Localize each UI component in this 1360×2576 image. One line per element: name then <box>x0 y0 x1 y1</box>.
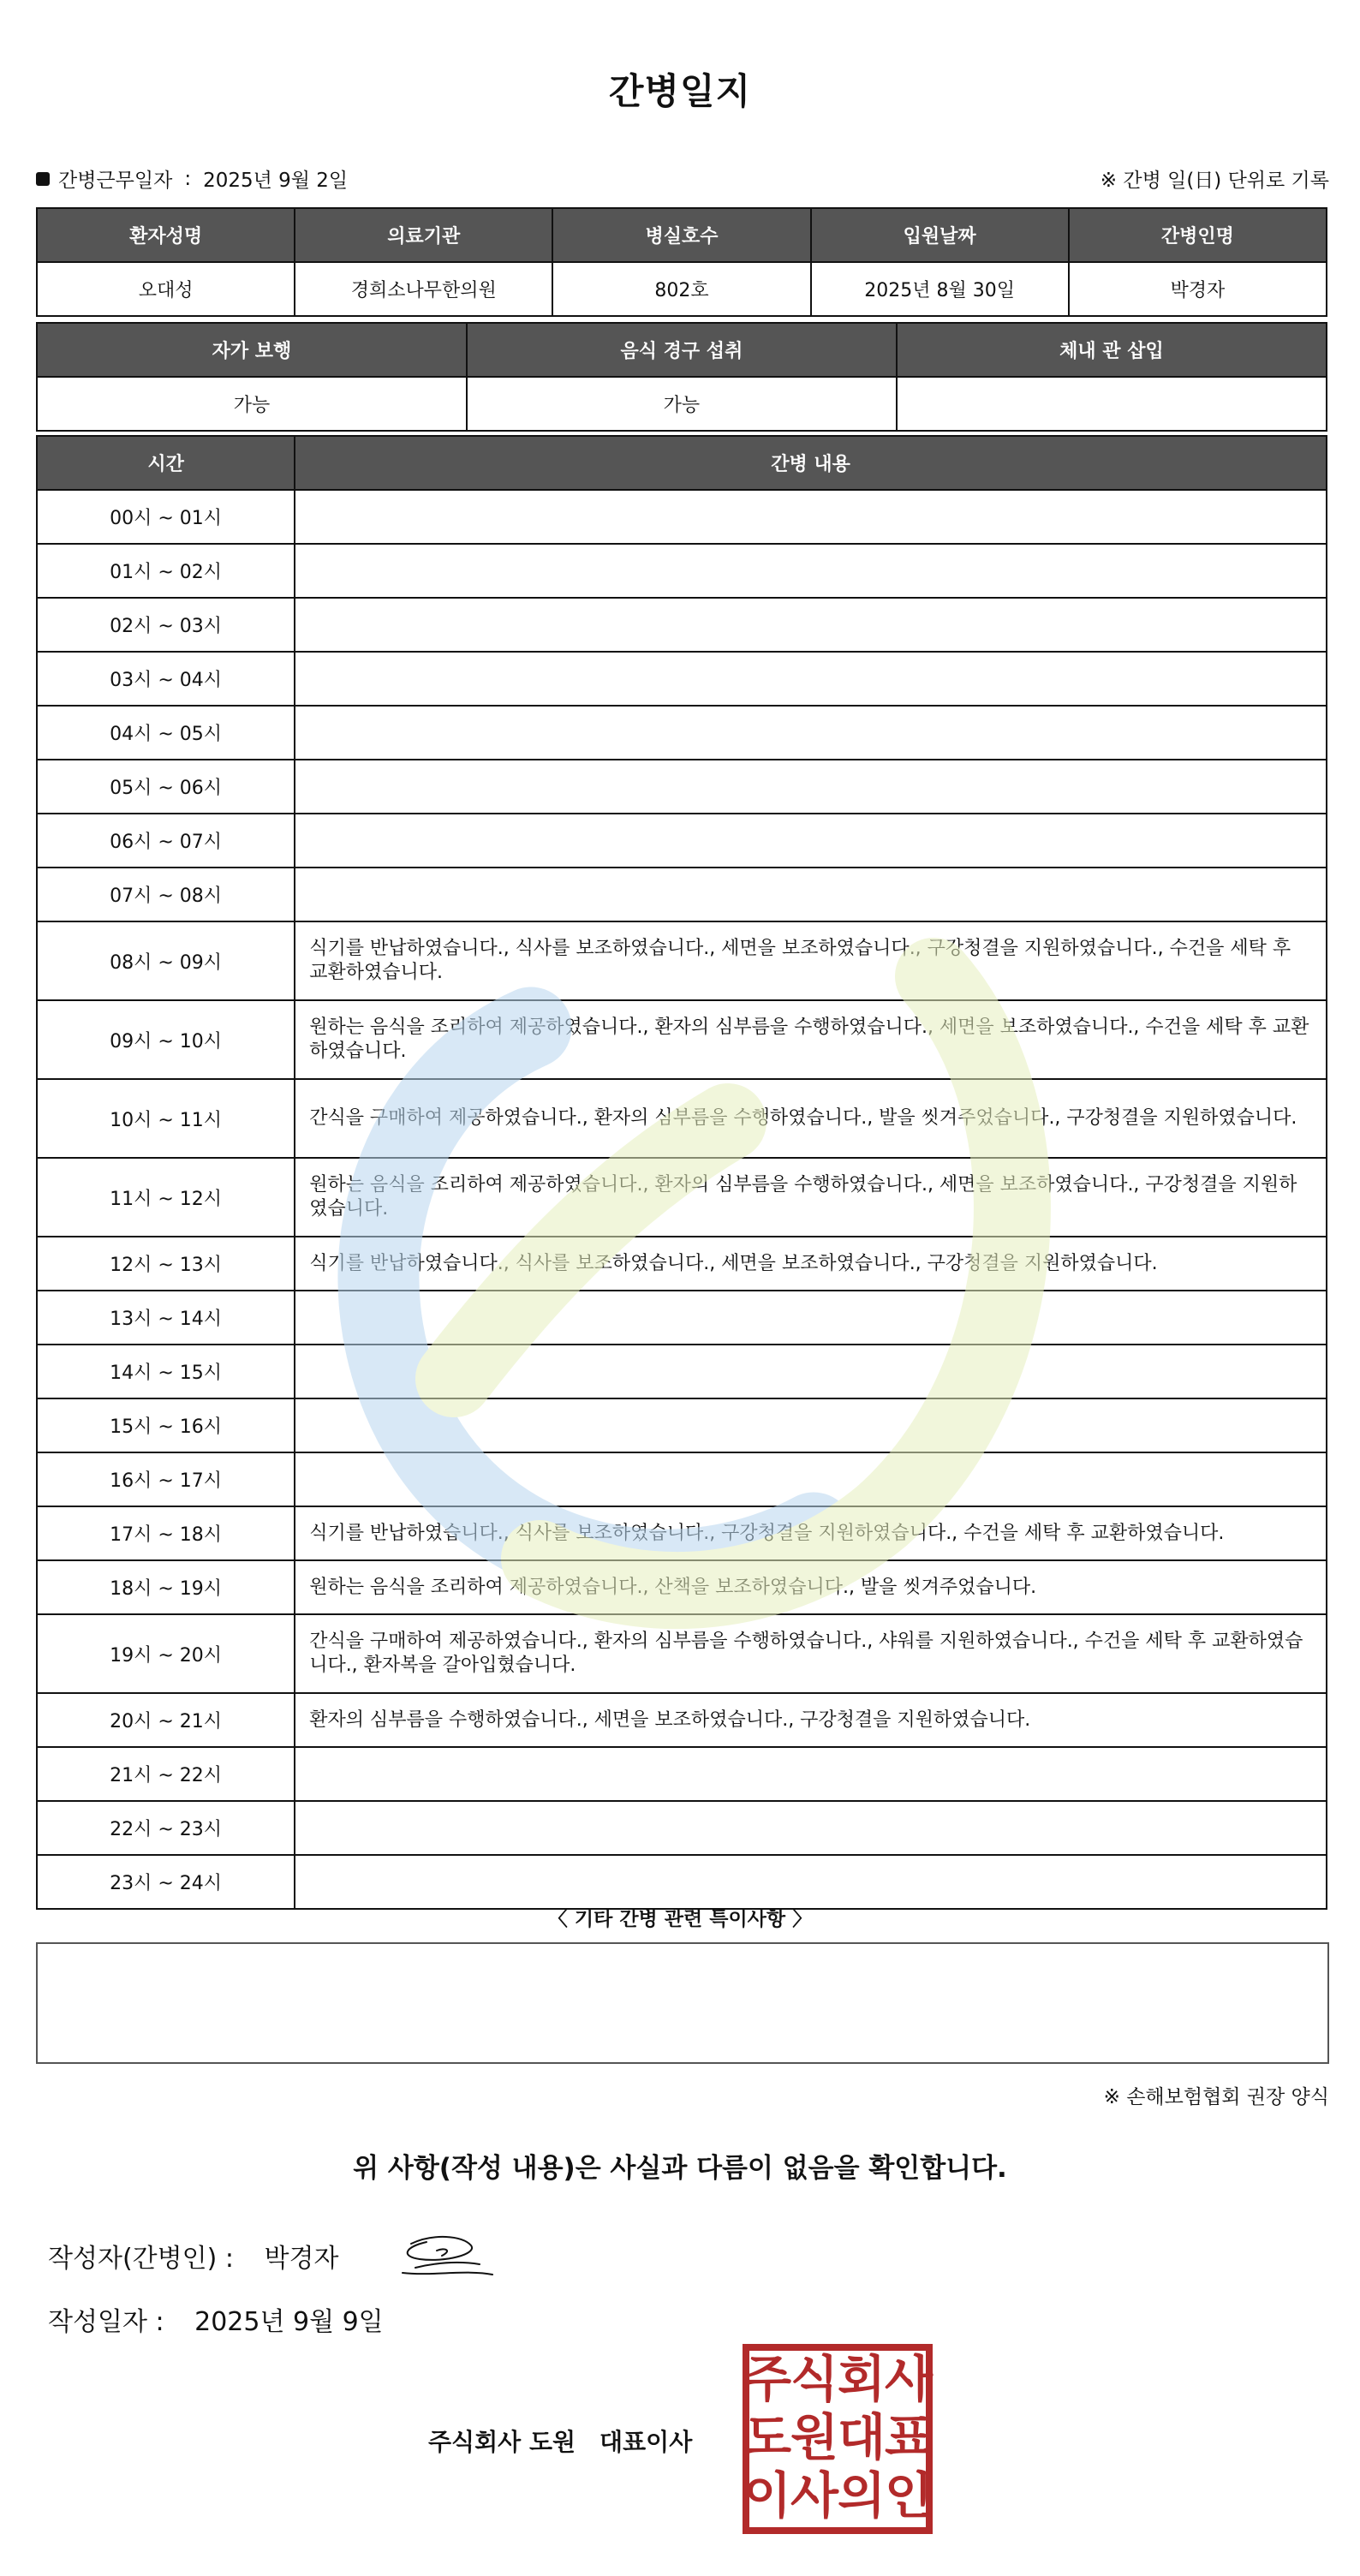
admission-date: 2025년 8월 30일 <box>811 262 1069 316</box>
written-date-line <box>48 2300 384 2338</box>
log-row <box>37 1079 1327 1158</box>
seal-character: 인 <box>884 2466 934 2525</box>
log-row <box>37 1506 1327 1560</box>
walking-status: 가능 <box>37 377 467 431</box>
log-time: 02시 ~ 03시 <box>37 598 295 652</box>
work-date-separator: : <box>184 167 192 190</box>
room-number: 802호 <box>552 262 810 316</box>
seal-character: 도 <box>743 2408 792 2466</box>
writer-label: 작성자(간병인) : <box>48 2244 234 2274</box>
log-content <box>295 598 1327 652</box>
log-content <box>295 1345 1327 1398</box>
log-time: 06시 ~ 07시 <box>37 814 295 868</box>
seal-character: 식 <box>790 2350 839 2408</box>
log-time: 11시 ~ 12시 <box>37 1158 295 1237</box>
log-content: 원하는 음식을 조리하여 제공하였습니다., 환자의 심부름을 수행하였습니다., 세면을 보조하였습니다., 수건을 세탁 후 교환하였습니다. <box>295 1000 1327 1079</box>
seal-character: 주 <box>743 2350 792 2408</box>
log-row <box>37 1452 1327 1506</box>
log-row <box>37 1158 1327 1237</box>
header-oral-intake: 음식 경구 섭취 <box>467 323 897 377</box>
log-row <box>37 921 1327 1000</box>
log-row <box>37 1855 1327 1909</box>
log-time: 10시 ~ 11시 <box>37 1079 295 1158</box>
log-row <box>37 1614 1327 1693</box>
header-caregiver: 간병인명 <box>1069 208 1327 262</box>
document-title: 간병일지 <box>608 70 752 112</box>
tube-insertion-status <box>897 377 1327 431</box>
log-time: 16시 ~ 17시 <box>37 1452 295 1506</box>
work-date-label: 간병근무일자 <box>58 170 173 192</box>
header-hospital: 의료기관 <box>295 208 552 262</box>
log-row <box>37 1398 1327 1452</box>
unit-note: ※ 간병 일(日) 단위로 기록 <box>1100 170 1329 192</box>
log-row <box>37 868 1327 921</box>
log-content <box>295 1398 1327 1452</box>
seal-character: 사 <box>884 2350 934 2408</box>
log-time: 08시 ~ 09시 <box>37 921 295 1000</box>
log-row <box>37 1747 1327 1801</box>
work-date <box>36 164 348 193</box>
log-content: 식기를 반납하였습니다., 식사를 보조하였습니다., 구강청결을 지원하였습니다., 수건을 세탁 후 교환하였습니다. <box>295 1506 1327 1560</box>
seal-character: 원 <box>790 2408 839 2466</box>
log-content <box>295 1747 1327 1801</box>
form-note: ※ 손해보험협회 권장 양식 <box>1103 2086 1329 2108</box>
log-time: 01시 ~ 02시 <box>37 544 295 598</box>
log-row <box>37 1345 1327 1398</box>
caregiver-name: 박경자 <box>1069 262 1327 316</box>
header-walking: 자가 보행 <box>37 323 467 377</box>
log-time: 22시 ~ 23시 <box>37 1801 295 1855</box>
log-row <box>37 490 1327 544</box>
writer-line <box>48 2237 338 2275</box>
log-row <box>37 706 1327 760</box>
status-table <box>36 322 1327 432</box>
oral-intake-status: 가능 <box>467 377 897 431</box>
log-content <box>295 868 1327 921</box>
care-log-table <box>36 435 1327 1910</box>
hospital: 경희소나무한의원 <box>295 262 552 316</box>
log-time: 15시 ~ 16시 <box>37 1398 295 1452</box>
log-content <box>295 760 1327 814</box>
log-content: 원하는 음식을 조리하여 제공하였습니다., 산책을 보조하였습니다., 발을 씻겨주었습니다. <box>295 1560 1327 1614</box>
seal-character: 표 <box>884 2408 934 2466</box>
log-content <box>295 706 1327 760</box>
log-time: 23시 ~ 24시 <box>37 1855 295 1909</box>
log-row <box>37 1693 1327 1747</box>
log-row <box>37 1560 1327 1614</box>
log-row <box>37 760 1327 814</box>
log-time: 09시 ~ 10시 <box>37 1000 295 1079</box>
written-date-value: 2025년 9월 9일 <box>194 2307 384 2337</box>
log-time: 14시 ~ 15시 <box>37 1345 295 1398</box>
company-title: 대표이사 <box>599 2428 693 2456</box>
log-content: 간식을 구매하여 제공하였습니다., 환자의 심부름을 수행하였습니다., 샤워를 지원하였습니다., 수건을 세탁 후 교환하였습니다., 환자복을 갈아입혔습니다. <box>295 1614 1327 1693</box>
header-tube-insertion: 체내 관 삽입 <box>897 323 1327 377</box>
log-time: 13시 ~ 14시 <box>37 1291 295 1345</box>
log-content <box>295 1452 1327 1506</box>
log-content <box>295 544 1327 598</box>
log-row <box>37 1291 1327 1345</box>
seal-character: 회 <box>837 2350 886 2408</box>
confirmation-statement: 위 사항(작성 내용)은 사실과 다름이 없음을 확인합니다. <box>353 2153 1007 2184</box>
remarks-title: 〈 기타 간병 관련 특이사항 〉 <box>547 1908 813 1930</box>
seal-character: 이 <box>743 2466 792 2525</box>
log-time: 00시 ~ 01시 <box>37 490 295 544</box>
work-date-value: 2025년 9월 2일 <box>203 170 349 192</box>
log-row <box>37 1237 1327 1291</box>
patient-name: 오대성 <box>37 262 295 316</box>
log-row <box>37 1801 1327 1855</box>
log-content <box>295 1291 1327 1345</box>
log-time: 21시 ~ 22시 <box>37 1747 295 1801</box>
written-date-label: 작성일자 : <box>48 2307 164 2337</box>
seal-character: 사 <box>790 2466 839 2525</box>
log-content: 식기를 반납하였습니다., 식사를 보조하였습니다., 세면을 보조하였습니다., 구강청결을 지원하였습니다. <box>295 1237 1327 1291</box>
log-content <box>295 1855 1327 1909</box>
log-time: 19시 ~ 20시 <box>37 1614 295 1693</box>
header-admission-date: 입원날짜 <box>811 208 1069 262</box>
header-patient-name: 환자성명 <box>37 208 295 262</box>
company-line <box>428 2424 692 2458</box>
log-time: 12시 ~ 13시 <box>37 1237 295 1291</box>
patient-info-table <box>36 207 1327 317</box>
company-name: 주식회사 도원 <box>428 2428 576 2456</box>
log-time: 20시 ~ 21시 <box>37 1693 295 1747</box>
remarks-box <box>36 1942 1329 2064</box>
header-care-content: 간병 내용 <box>295 436 1327 490</box>
log-row <box>37 652 1327 706</box>
log-time: 05시 ~ 06시 <box>37 760 295 814</box>
log-content: 간식을 구매하여 제공하였습니다., 환자의 심부름을 수행하였습니다., 발을 씻겨주었습니다., 구강청결을 지원하였습니다. <box>295 1079 1327 1158</box>
signature-image <box>385 2225 497 2285</box>
header-room: 병실호수 <box>552 208 810 262</box>
log-time: 18시 ~ 19시 <box>37 1560 295 1614</box>
log-content: 원하는 음식을 조리하여 제공하였습니다., 환자의 심부름을 수행하였습니다., 세면을 보조하였습니다., 구강청결을 지원하였습니다. <box>295 1158 1327 1237</box>
log-row <box>37 814 1327 868</box>
log-time: 17시 ~ 18시 <box>37 1506 295 1560</box>
seal-character: 대 <box>837 2408 886 2466</box>
log-time: 03시 ~ 04시 <box>37 652 295 706</box>
log-content <box>295 490 1327 544</box>
log-content <box>295 814 1327 868</box>
log-row <box>37 544 1327 598</box>
log-content: 식기를 반납하였습니다., 식사를 보조하였습니다., 세면을 보조하였습니다., 구강청결을 지원하였습니다., 수건을 세탁 후 교환하였습니다. <box>295 921 1327 1000</box>
log-content: 환자의 심부름을 수행하였습니다., 세면을 보조하였습니다., 구강청결을 지원하였습니다. <box>295 1693 1327 1747</box>
seal-character: 의 <box>837 2466 886 2525</box>
log-time: 07시 ~ 08시 <box>37 868 295 921</box>
header-time: 시간 <box>37 436 295 490</box>
log-content <box>295 652 1327 706</box>
log-content <box>295 1801 1327 1855</box>
company-seal <box>742 2343 934 2535</box>
log-time: 04시 ~ 05시 <box>37 706 295 760</box>
writer-name: 박경자 <box>264 2244 339 2274</box>
log-row <box>37 1000 1327 1079</box>
square-bullet-icon <box>36 172 50 186</box>
log-row <box>37 598 1327 652</box>
